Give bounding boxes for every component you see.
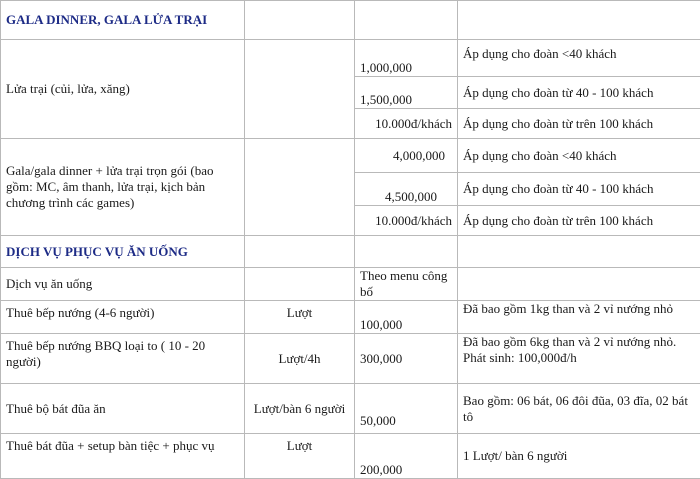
price-cell: Theo menu công bố: [355, 268, 458, 301]
price-cell: 100,000: [355, 301, 458, 334]
section-header-row: [1, 236, 700, 268]
empty-cell: [355, 236, 458, 268]
empty-cell: [245, 1, 355, 40]
empty-cell: [245, 236, 355, 268]
service-name: Thuê bát đũa + setup bàn tiệc + phục vụ: [1, 434, 245, 479]
section-title: DỊCH VỤ PHỤC VỤ ĂN UỐNG: [1, 236, 245, 268]
table-row: [1, 40, 700, 77]
empty-cell: [245, 139, 355, 236]
service-name: Thuê bếp nướng BBQ loại to ( 10 - 20 người): [1, 334, 245, 384]
note-line: Đã bao gồm 6kg than và 2 vỉ nướng nhỏ.: [463, 334, 695, 350]
price-cell: 200,000: [355, 434, 458, 479]
table-row: [1, 268, 700, 301]
price-cell: 1,500,000: [355, 77, 458, 109]
price-cell: 4,000,000: [355, 139, 458, 173]
table-row: [1, 301, 700, 334]
table-row: [1, 334, 700, 384]
note-cell: Áp dụng cho đoàn từ trên 100 khách: [458, 206, 700, 236]
unit-cell: [245, 268, 355, 301]
note-cell: [458, 334, 700, 384]
unit-cell: Lượt: [245, 301, 355, 334]
service-name: Thuê bộ bát đũa ăn: [1, 384, 245, 434]
note-cell: Đã bao gồm 1kg than và 2 vỉ nướng nhỏ: [458, 301, 700, 334]
section-title: GALA DINNER, GALA LỬA TRẠI: [1, 1, 245, 40]
service-name: Lửa trại (củi, lửa, xăng): [1, 40, 245, 139]
table-row: [1, 139, 700, 173]
service-name: Dịch vụ ăn uống: [1, 268, 245, 301]
price-cell: 4,500,000: [355, 173, 458, 206]
price-cell: 1,000,000: [355, 40, 458, 77]
empty-cell: [458, 1, 700, 40]
table-row: [1, 434, 700, 479]
note-cell: Áp dụng cho đoàn từ trên 100 khách: [458, 109, 700, 139]
note-cell: Áp dụng cho đoàn <40 khách: [458, 40, 700, 77]
price-cell: 10.000đ/khách: [355, 206, 458, 236]
price-cell: 50,000: [355, 384, 458, 434]
empty-cell: [245, 40, 355, 139]
note-cell: [458, 268, 700, 301]
note-cell: Bao gồm: 06 bát, 06 đôi đũa, 03 đĩa, 02 bát tô: [458, 384, 700, 434]
service-name: Gala/gala dinner + lửa trại trọn gói (bao gồm: MC, âm thanh, lửa trại, kịch bản chương trình các games): [1, 139, 245, 236]
unit-cell: Lượt/bàn 6 người: [245, 384, 355, 434]
service-name: Thuê bếp nướng (4-6 người): [1, 301, 245, 334]
unit-cell: Lượt: [245, 434, 355, 479]
section-header-row: [1, 1, 700, 40]
note-cell: Áp dụng cho đoàn <40 khách: [458, 139, 700, 173]
price-cell: 300,000: [355, 334, 458, 384]
note-line: Phát sinh: 100,000đ/h: [463, 350, 695, 366]
empty-cell: [355, 1, 458, 40]
empty-cell: [458, 236, 700, 268]
unit-cell: Lượt/4h: [245, 334, 355, 384]
table-row: [1, 384, 700, 434]
note-cell: Áp dụng cho đoàn từ 40 - 100 khách: [458, 77, 700, 109]
price-cell: 10.000đ/khách: [355, 109, 458, 139]
note-cell: Áp dụng cho đoàn từ 40 - 100 khách: [458, 173, 700, 206]
note-cell: 1 Lượt/ bàn 6 người: [458, 434, 700, 479]
